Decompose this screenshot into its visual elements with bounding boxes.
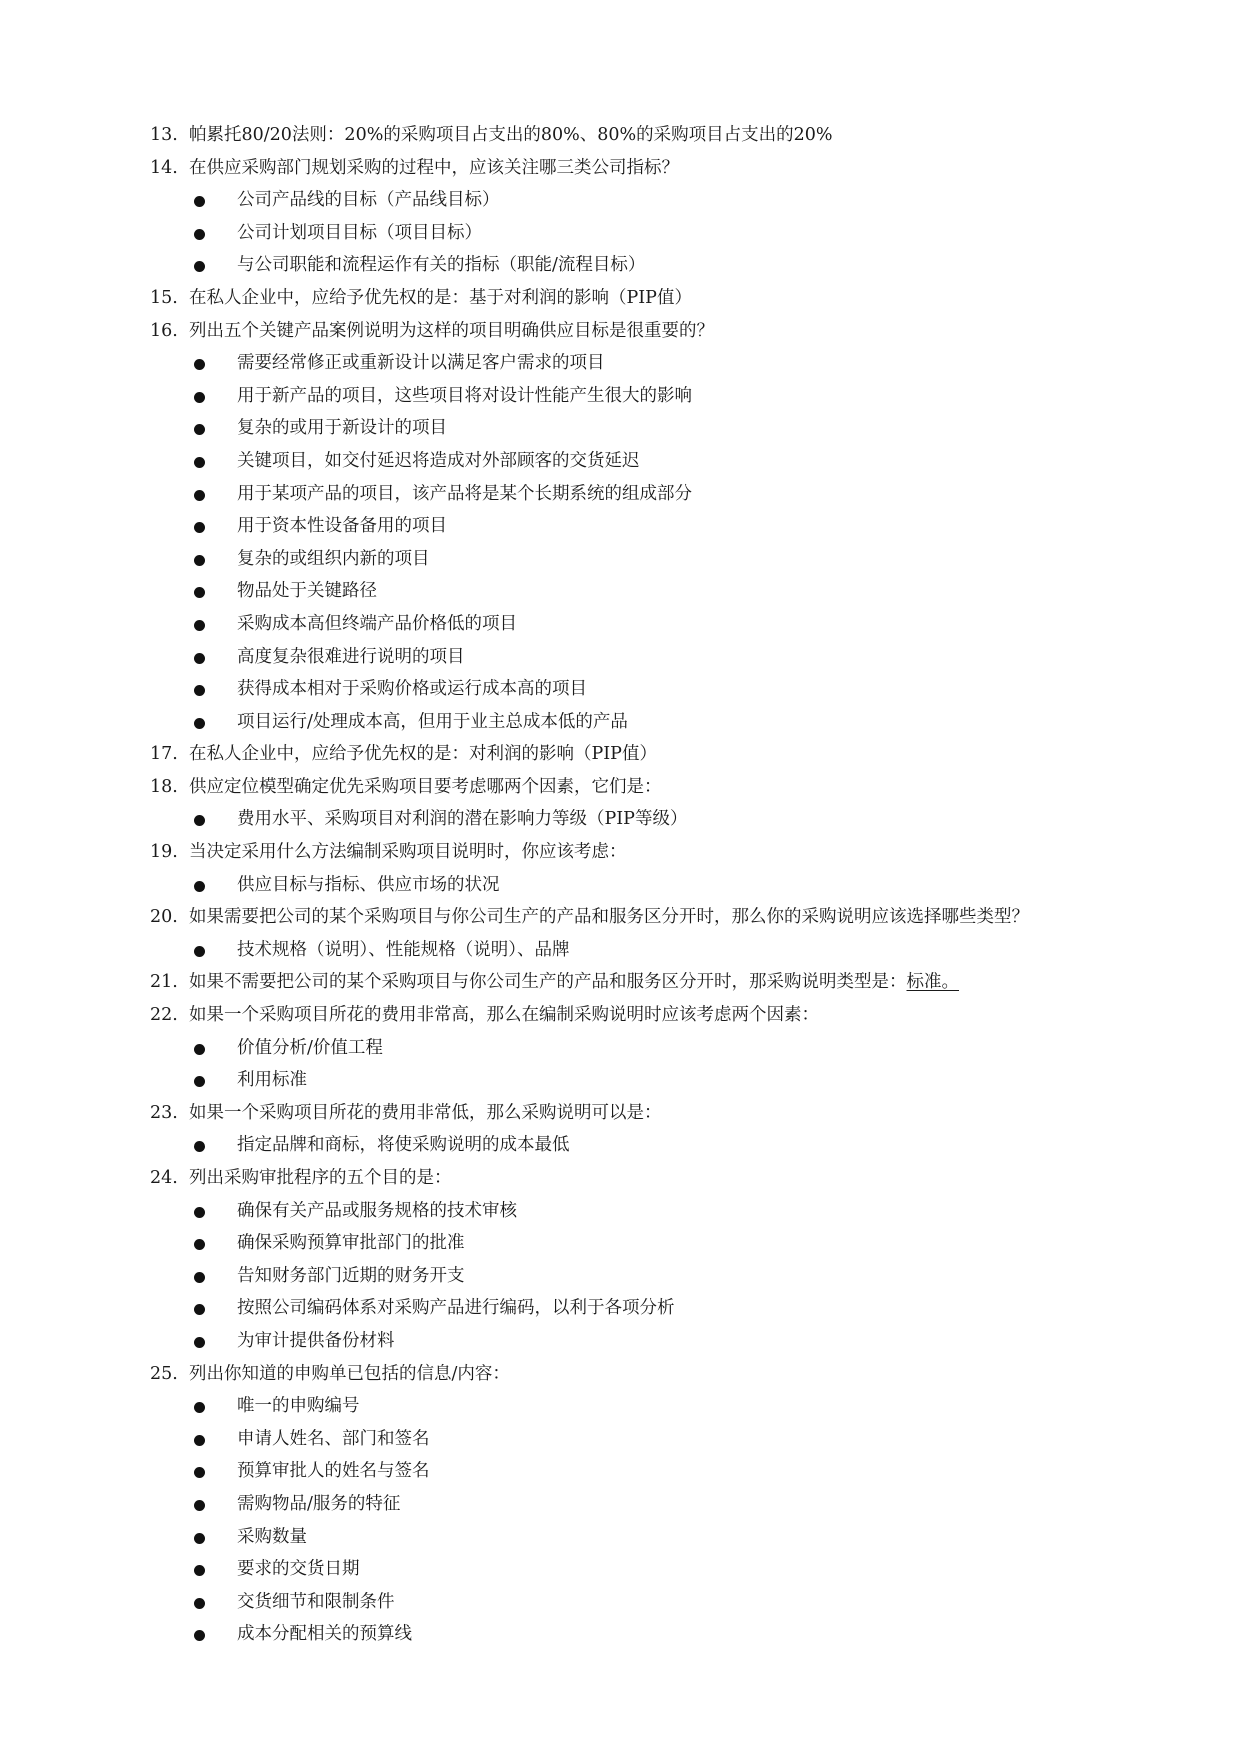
question-text-main: 如果需要把公司的某个采购项目与你公司生产的产品和服务区分开时，那么你的采购说明应该选择哪些类型？ bbox=[189, 907, 1029, 928]
bullet-text: 技术规格（说明）、性能规格（说明）、品牌 bbox=[237, 939, 570, 960]
question-text-main: 如果一个采购项目所花的费用非常高，那么在编制采购说明时应该考虑两个因素： bbox=[189, 1005, 819, 1026]
bullet-item bbox=[0, 347, 1241, 380]
question-text bbox=[189, 1097, 662, 1130]
bullet-dot-icon bbox=[194, 1598, 205, 1609]
bullet-dot-icon bbox=[194, 359, 205, 370]
bullet-dot-icon bbox=[194, 620, 205, 631]
question-text-main: 在供应采购部门规划采购的过程中，应该关注哪三类公司指标？ bbox=[189, 157, 679, 178]
question-text-main: 供应定位模型确定优先采购项目要考虑哪两个因素，它们是： bbox=[189, 776, 662, 797]
bullet-text: 费用水平、采购项目对利润的潜在影响力等级（PIP等级） bbox=[237, 809, 688, 830]
question-line bbox=[0, 282, 1241, 315]
bullet-text: 为审计提供备份材料 bbox=[237, 1330, 395, 1351]
question-text bbox=[189, 966, 959, 999]
question-text bbox=[189, 999, 819, 1032]
bullet-dot-icon bbox=[194, 718, 205, 729]
bullet-dot-icon bbox=[194, 1207, 205, 1218]
bullet-text: 按照公司编码体系对采购产品进行编码，以利于各项分析 bbox=[237, 1298, 675, 1319]
question-text-main: 列出五个关键产品案例说明为这样的项目明确供应目标是很重要的？ bbox=[189, 320, 714, 341]
bullet-item bbox=[0, 380, 1241, 413]
question-line bbox=[0, 1162, 1241, 1195]
bullet-text: 唯一的申购编号 bbox=[237, 1396, 360, 1417]
bullet-dot-icon bbox=[194, 815, 205, 826]
bullet-text: 物品处于关键路径 bbox=[237, 581, 377, 602]
question-line bbox=[0, 1097, 1241, 1130]
bullet-dot-icon bbox=[194, 392, 205, 403]
bullet-dot-icon bbox=[194, 1304, 205, 1315]
bullet-dot-icon bbox=[194, 1565, 205, 1576]
bullet-dot-icon bbox=[194, 1500, 205, 1511]
question-text-main: 如果不需要把公司的某个采购项目与你公司生产的产品和服务区分开时，那采购说明类型是： bbox=[189, 972, 907, 993]
bullet-text: 确保采购预算审批部门的批准 bbox=[237, 1233, 465, 1254]
bullet-text: 用于资本性设备备用的项目 bbox=[237, 516, 447, 537]
question-line bbox=[0, 901, 1241, 934]
question-text bbox=[189, 1358, 510, 1391]
bullet-text: 采购成本高但终端产品价格低的项目 bbox=[237, 613, 517, 634]
question-text-main: 帕累托80/20法则：20%的采购项目占支出的80%、80%的采购项目占支出的20% bbox=[189, 125, 833, 145]
bullet-item bbox=[0, 1129, 1241, 1162]
question-number: 13. bbox=[150, 125, 178, 145]
bullet-text: 用于新产品的项目，这些项目将对设计性能产生很大的影响 bbox=[237, 385, 692, 406]
bullet-item bbox=[0, 1260, 1241, 1293]
bullet-dot-icon bbox=[194, 1141, 205, 1152]
bullet-text: 公司计划项目目标（项目目标） bbox=[237, 222, 482, 243]
bullet-dot-icon bbox=[194, 457, 205, 468]
bullet-dot-icon bbox=[194, 261, 205, 272]
bullet-text: 采购数量 bbox=[237, 1526, 307, 1547]
question-text bbox=[189, 119, 833, 152]
bullet-item bbox=[0, 1227, 1241, 1260]
question-line bbox=[0, 152, 1241, 185]
question-text-main: 在私人企业中，应给予优先权的是：对利润的影响（PIP值） bbox=[189, 744, 657, 765]
bullet-text: 预算审批人的姓名与签名 bbox=[237, 1461, 430, 1482]
bullet-item bbox=[0, 1553, 1241, 1586]
question-text-main: 如果一个采购项目所花的费用非常低，那么采购说明可以是： bbox=[189, 1102, 662, 1123]
question-text bbox=[189, 836, 627, 869]
bullet-text: 申请人姓名、部门和签名 bbox=[237, 1428, 430, 1449]
bullet-text: 复杂的或用于新设计的项目 bbox=[237, 418, 447, 439]
bullet-item bbox=[0, 1618, 1241, 1651]
bullet-dot-icon bbox=[194, 1402, 205, 1413]
bullet-item bbox=[0, 510, 1241, 543]
bullet-item bbox=[0, 869, 1241, 902]
question-text bbox=[189, 901, 1029, 934]
bullet-text: 确保有关产品或服务规格的技术审核 bbox=[237, 1200, 517, 1221]
bullet-text: 利用标准 bbox=[237, 1070, 307, 1091]
question-line bbox=[0, 315, 1241, 348]
question-number: 25. bbox=[150, 1363, 178, 1384]
question-line bbox=[0, 738, 1241, 771]
bullet-item bbox=[0, 1423, 1241, 1456]
question-number: 22. bbox=[150, 1005, 178, 1026]
question-line bbox=[0, 1358, 1241, 1391]
bullet-dot-icon bbox=[194, 522, 205, 533]
question-line bbox=[0, 836, 1241, 869]
bullet-text: 交货细节和限制条件 bbox=[237, 1591, 395, 1612]
bullet-text: 项目运行/处理成本高，但用于业主总成本低的产品 bbox=[237, 711, 628, 732]
bullet-text: 供应目标与指标、供应市场的状况 bbox=[237, 874, 500, 895]
bullet-text: 与公司职能和流程运作有关的指标（职能/流程目标） bbox=[237, 255, 646, 276]
question-text bbox=[189, 738, 657, 771]
question-number: 15. bbox=[150, 287, 178, 308]
bullet-item bbox=[0, 1032, 1241, 1065]
bullet-item bbox=[0, 543, 1241, 576]
bullet-dot-icon bbox=[194, 196, 205, 207]
question-text-main: 当决定采用什么方法编制采购项目说明时，你应该考虑： bbox=[189, 842, 627, 863]
bullet-text: 价值分析/价值工程 bbox=[237, 1037, 383, 1058]
bullet-text: 关键项目，如交付延迟将造成对外部顾客的交货延迟 bbox=[237, 450, 640, 471]
question-line bbox=[0, 999, 1241, 1032]
bullet-dot-icon bbox=[194, 229, 205, 240]
question-text-main: 在私人企业中，应给予优先权的是：基于对利润的影响（PIP值） bbox=[189, 287, 692, 308]
question-number: 20. bbox=[150, 907, 178, 928]
bullet-dot-icon bbox=[194, 1435, 205, 1446]
bullet-item bbox=[0, 445, 1241, 478]
bullet-item bbox=[0, 184, 1241, 217]
bullet-item bbox=[0, 608, 1241, 641]
question-line bbox=[0, 119, 1241, 152]
question-number: 23. bbox=[150, 1102, 178, 1123]
bullet-item bbox=[0, 478, 1241, 511]
bullet-dot-icon bbox=[194, 881, 205, 892]
question-text-main: 列出采购审批程序的五个目的是： bbox=[189, 1168, 452, 1188]
bullet-dot-icon bbox=[194, 685, 205, 696]
bullet-dot-icon bbox=[194, 424, 205, 435]
bullet-dot-icon bbox=[194, 490, 205, 501]
bullet-text: 复杂的或组织内新的项目 bbox=[237, 548, 430, 569]
question-line bbox=[0, 771, 1241, 804]
question-text bbox=[189, 152, 679, 185]
bullet-text: 成本分配相关的预算线 bbox=[237, 1624, 412, 1645]
bullet-text: 需要经常修正或重新设计以满足客户需求的项目 bbox=[237, 353, 605, 374]
bullet-text: 公司产品线的目标（产品线目标） bbox=[237, 190, 500, 211]
question-list bbox=[0, 119, 1241, 1651]
question-text bbox=[189, 315, 714, 348]
bullet-item bbox=[0, 673, 1241, 706]
bullet-dot-icon bbox=[194, 946, 205, 957]
question-text bbox=[189, 771, 662, 804]
bullet-dot-icon bbox=[194, 1467, 205, 1478]
bullet-dot-icon bbox=[194, 653, 205, 664]
bullet-text: 指定品牌和商标，将使采购说明的成本最低 bbox=[237, 1135, 570, 1156]
bullet-text: 用于某项产品的项目，该产品将是某个长期系统的组成部分 bbox=[237, 483, 692, 504]
bullet-dot-icon bbox=[194, 1076, 205, 1087]
bullet-dot-icon bbox=[194, 1044, 205, 1055]
question-text bbox=[189, 1162, 452, 1195]
bullet-dot-icon bbox=[194, 555, 205, 566]
bullet-item bbox=[0, 803, 1241, 836]
bullet-dot-icon bbox=[194, 1239, 205, 1250]
bullet-dot-icon bbox=[194, 1533, 205, 1544]
bullet-item bbox=[0, 1488, 1241, 1521]
bullet-text: 要求的交货日期 bbox=[237, 1559, 360, 1580]
question-number: 16. bbox=[150, 320, 178, 341]
bullet-text: 高度复杂很难进行说明的项目 bbox=[237, 646, 465, 667]
bullet-dot-icon bbox=[194, 1630, 205, 1641]
bullet-item bbox=[0, 934, 1241, 967]
bullet-item bbox=[0, 575, 1241, 608]
bullet-item bbox=[0, 1064, 1241, 1097]
bullet-item bbox=[0, 1292, 1241, 1325]
bullet-item bbox=[0, 641, 1241, 674]
bullet-item bbox=[0, 217, 1241, 250]
bullet-item bbox=[0, 1586, 1241, 1619]
bullet-item bbox=[0, 1325, 1241, 1358]
bullet-item bbox=[0, 1390, 1241, 1423]
bullet-item bbox=[0, 1455, 1241, 1488]
bullet-item bbox=[0, 1521, 1241, 1554]
underlined-answer: 标准。 bbox=[906, 972, 959, 993]
bullet-dot-icon bbox=[194, 587, 205, 598]
bullet-dot-icon bbox=[194, 1272, 205, 1283]
question-number: 19. bbox=[150, 842, 178, 863]
bullet-text: 需购物品/服务的特征 bbox=[237, 1493, 401, 1514]
question-text bbox=[189, 282, 692, 315]
question-number: 14. bbox=[150, 157, 178, 178]
question-text-main: 列出你知道的申购单已包括的信息/内容： bbox=[189, 1363, 510, 1384]
question-number: 18. bbox=[150, 776, 178, 797]
question-line bbox=[0, 966, 1241, 999]
question-number: 21. bbox=[150, 972, 178, 993]
bullet-text: 获得成本相对于采购价格或运行成本高的项目 bbox=[237, 679, 587, 700]
bullet-item bbox=[0, 249, 1241, 282]
question-number: 17. bbox=[150, 744, 178, 765]
bullet-item bbox=[0, 412, 1241, 445]
bullet-text: 告知财务部门近期的财务开支 bbox=[237, 1265, 465, 1286]
bullet-item bbox=[0, 706, 1241, 739]
question-number: 24. bbox=[150, 1168, 178, 1188]
bullet-item bbox=[0, 1195, 1241, 1228]
bullet-dot-icon bbox=[194, 1337, 205, 1348]
